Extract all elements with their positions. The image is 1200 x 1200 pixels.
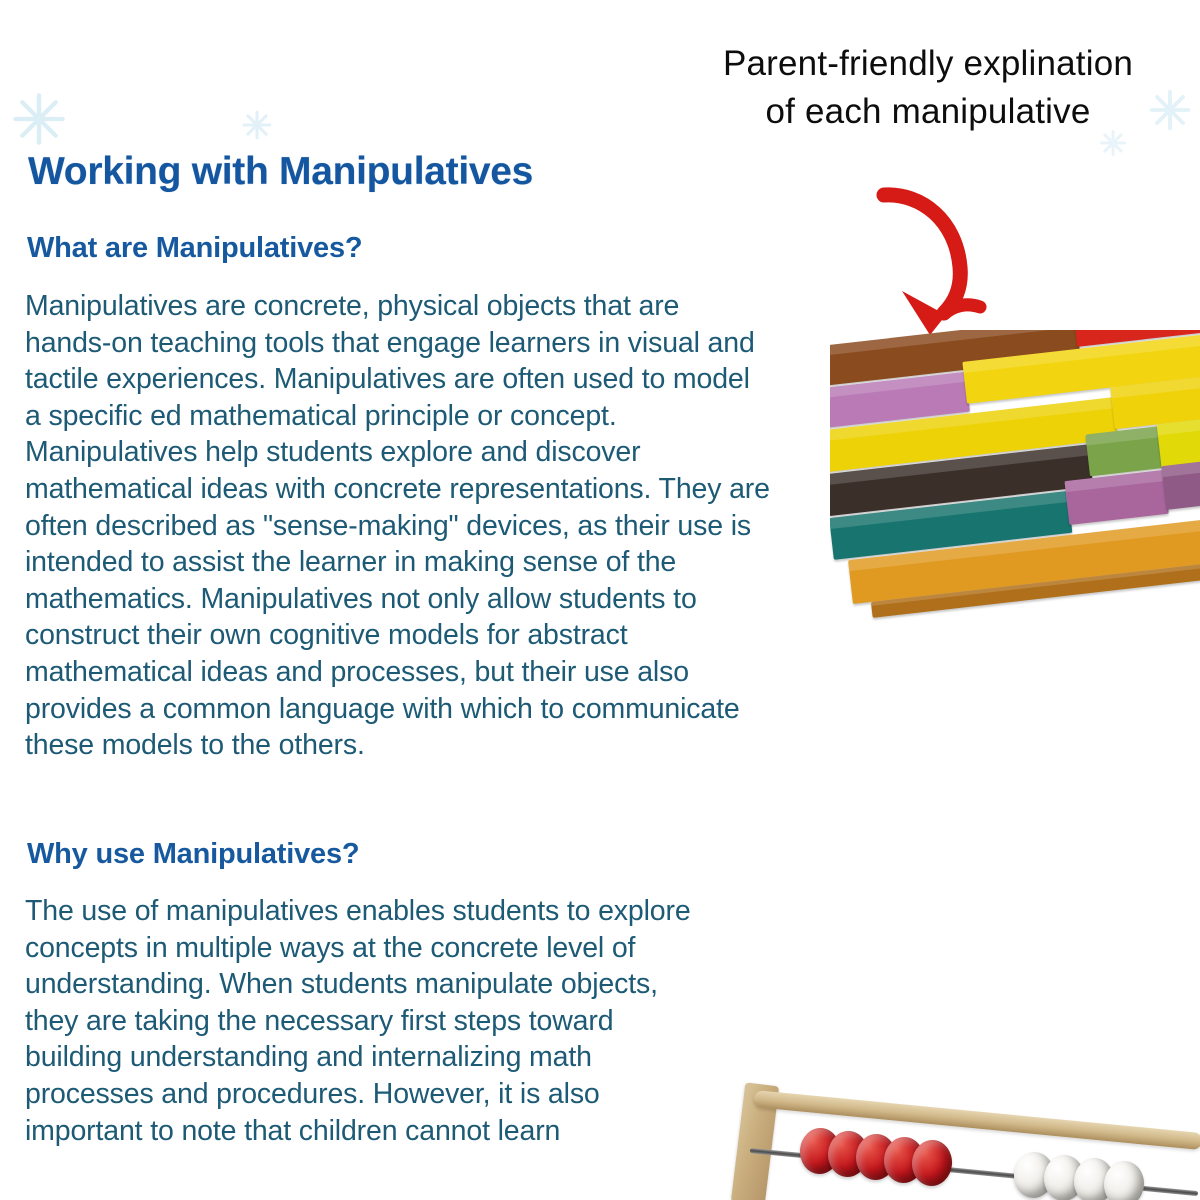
section-heading-what-are-manipulatives: What are Manipulatives?	[27, 232, 363, 264]
annotation-callout-text: Parent-friendly explination of each manipulative	[722, 44, 1134, 131]
annotation-arrow	[860, 185, 1020, 340]
page-title: Working with Manipulatives	[28, 150, 534, 193]
abacus-photo	[700, 1040, 1200, 1200]
sparkle-icon-top-right-edge	[1146, 86, 1194, 134]
section-heading-why-use-manipulatives: Why use Manipulatives?	[27, 838, 360, 870]
section-body-why-use-manipulatives: The use of manipulatives enables students to explore concepts in multiple ways at the concrete level of understanding. When students manipulate objects, they are taking the necessary first steps toward building understanding and internalizing math processes and procedures. However, it is also important to note that children cannot learn	[25, 895, 691, 1147]
section-body-what-are-manipulatives: Manipulatives are concrete, physical objects that are hands-on teaching tools that engage learners in visual and tactile experiences. Manipulatives are often used to model a specific ed mathematical principle or concept. Manipulatives help students explore and discover mathematical ideas with concrete representations. They are often described as "sense-making" devices, as their use is intended to assist the learner in making sense of the mathematics. Manipulatives not only allow students to construct their own cognitive models for abstract mathematical ideas and processes, but their use also provides a common language with which to communicate these models to the others.	[25, 290, 770, 762]
cuisenaire-rods-photo	[830, 330, 1200, 675]
